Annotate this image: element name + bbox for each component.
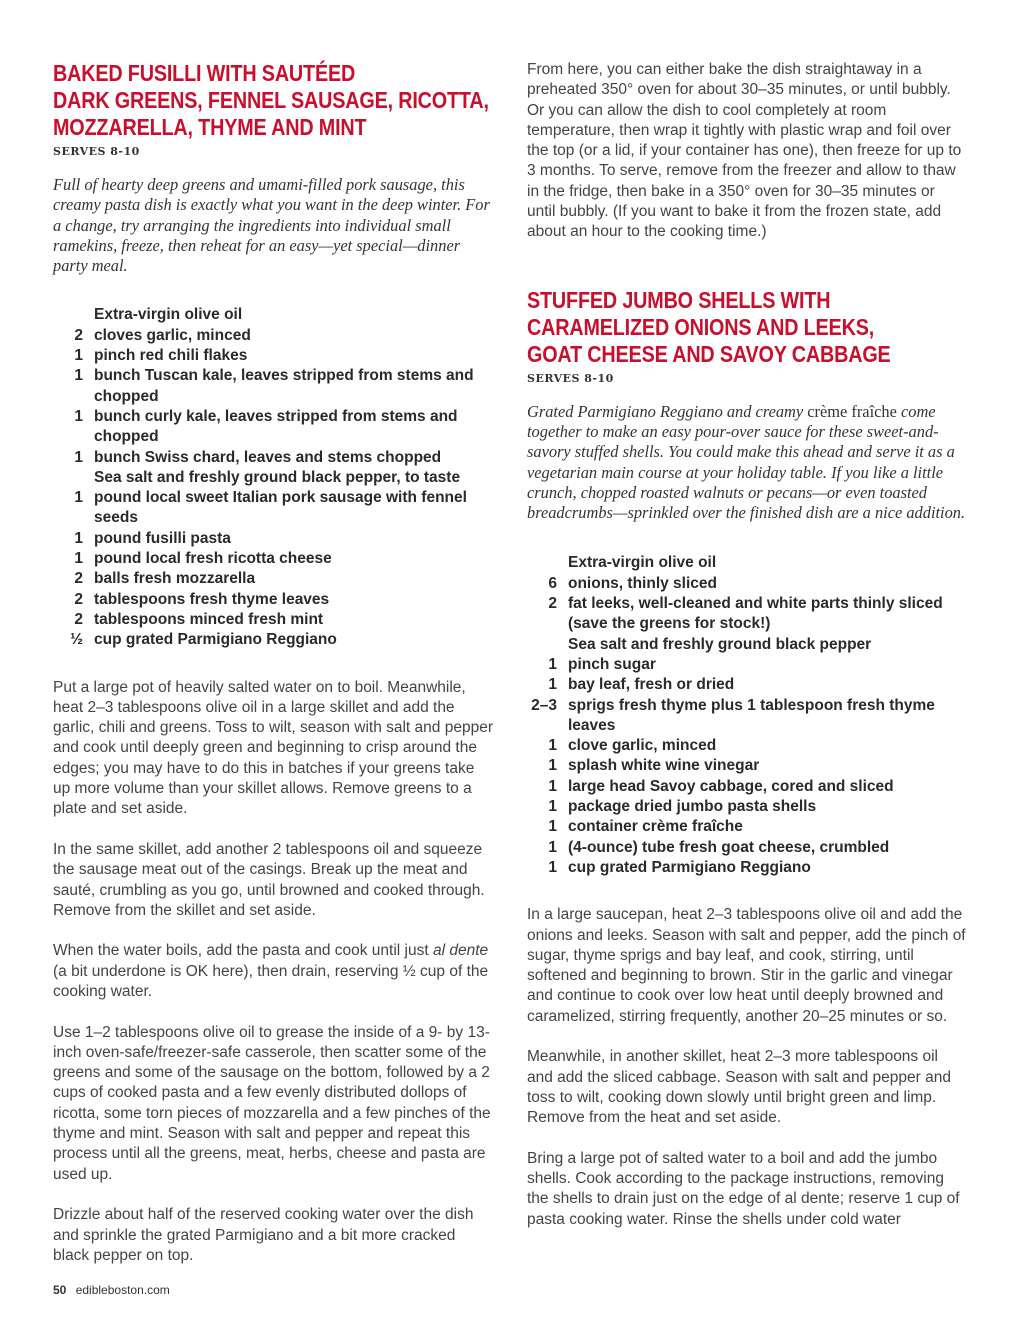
ingredient-text: bay leaf, fresh or dried <box>568 676 735 694</box>
ingredient-text: package dried jumbo pasta shells <box>568 798 817 816</box>
site-url: edibleboston.com <box>75 1283 170 1297</box>
recipe2-title-line: CARAMELIZED ONIONS AND LEEKS, <box>527 313 875 340</box>
ingredient-text: cloves garlic, minced <box>94 326 251 344</box>
recipe2-ingredient <box>527 655 967 675</box>
ingredient-quantity: 2 <box>74 570 83 588</box>
ingredient-quantity: 6 <box>548 574 557 592</box>
recipe2-title-line: STUFFED JUMBO SHELLS WITH <box>527 286 831 313</box>
ingredient-text: cup grated Parmigiano Reggiano <box>94 631 337 649</box>
recipe1-step: Use 1–2 tablespoons olive oil to grease the inside of a 9- by 13-inch oven-safe/freezer-safe casserole, then scatter some of the greens and some of the sausage on the bottom, followed by a 2 cups of cooked pasta and a few evenly distributed dollops of ricotta, some torn pieces of mozzarella and a few pinches of the thyme and mint. Season with salt and pepper and repeat this process until all the greens, meat, herbs, cheese and pasta are used up. <box>53 1023 491 1183</box>
ingredient-text: Sea salt and freshly ground black pepper <box>568 635 872 653</box>
recipe2-title <box>527 287 974 368</box>
ingredient-text: pinch sugar <box>568 655 656 673</box>
recipe2-intro-roman: crème fraîche <box>807 401 897 421</box>
ingredient-text: splash white wine vinegar <box>568 757 760 775</box>
ingredient-text: clove garlic, minced <box>568 737 717 755</box>
ingredient-quantity: 1 <box>548 838 557 856</box>
ingredient-text: container crème fraîche <box>568 818 743 836</box>
ingredient-quantity: 1 <box>548 676 557 694</box>
ingredient-text: bunch curly kale, leaves stripped from stems and chopped <box>94 407 458 446</box>
ingredient-quantity: 1 <box>548 655 557 673</box>
recipe2-ingredient <box>527 635 967 655</box>
recipe1-step: Put a large pot of heavily salted water on to boil. Meanwhile, heat 2–3 tablespoons olive oil in a large skillet and add the garlic, chili and greens. Toss to wilt, season with salt and pepper and cook until deeply green and beginning to crisp around the edges; you may have to do this in batches if your greens take up more volume than your skillet allows. Remove greens to a plate and set aside. <box>53 678 493 818</box>
ingredient-text: pinch red chili flakes <box>94 347 248 365</box>
recipe2-ingredient <box>527 756 967 776</box>
ingredient-text: bunch Tuscan kale, leaves stripped from stems and chopped <box>94 367 474 405</box>
recipe1-serves: SERVES 8-10 <box>53 145 140 158</box>
ingredient-quantity: 1 <box>548 818 557 836</box>
ingredient-quantity <box>53 468 94 488</box>
recipe1-step-text: (a bit underdone is OK here), then drain, reserving ½ cup of the cooking water. <box>53 962 489 1000</box>
ingredient-quantity <box>527 635 568 655</box>
ingredient-quantity: 1 <box>74 489 83 507</box>
recipe1-ingredient <box>53 407 493 448</box>
left-column <box>53 60 493 1286</box>
recipe2-directions <box>527 905 967 1230</box>
recipe2-ingredient <box>527 675 967 695</box>
ingredient-text: Extra-virgin olive oil <box>94 306 243 324</box>
ingredient-text: tablespoons fresh thyme leaves <box>94 590 330 608</box>
page-footer <box>53 1283 170 1297</box>
recipe2-ingredient <box>527 696 967 737</box>
ingredient-quantity: 1 <box>74 347 83 365</box>
ingredient-quantity: 1 <box>548 798 557 816</box>
ingredient-text: bunch Swiss chard, leaves and stems chopped <box>94 448 442 466</box>
recipe1-ingredient <box>53 488 493 529</box>
right-column <box>527 60 967 1250</box>
recipe1-directions <box>53 678 493 1267</box>
recipe1-step: Drizzle about half of the reserved cooking water over the dish and sprinkle the grated Parmigiano and a bit more cracked black pepper on top. <box>53 1206 474 1264</box>
recipe1-title <box>53 60 500 141</box>
ingredient-text: cup grated Parmigiano Reggiano <box>568 858 811 876</box>
recipe2-title-line: GOAT CHEESE AND SAVOY CABBAGE <box>527 340 891 367</box>
ingredient-text: (4-ounce) tube fresh goat cheese, crumbled <box>568 838 890 856</box>
ingredient-text: balls fresh mozzarella <box>94 570 256 588</box>
recipe2-ingredient <box>527 817 967 837</box>
ingredient-text: pound fusilli pasta <box>94 529 231 547</box>
recipe1-ingredient <box>53 569 493 589</box>
ingredient-text: pound local sweet Italian pork sausage with fennel seeds <box>94 489 467 527</box>
recipe1-ingredient-list <box>53 305 493 650</box>
recipe1-step: In the same skillet, add another 2 tablespoons oil and squeeze the sausage meat out of the casings. Break up the meat and sauté, crumbling as you go, until browned and cooked through. Remove from the skillet and set aside. <box>53 840 485 919</box>
ingredient-quantity: 2–3 <box>531 696 557 714</box>
recipe2-serves: SERVES 8-10 <box>527 371 614 385</box>
recipe1-title-line: MOZZARELLA, THYME AND MINT <box>53 114 367 140</box>
recipe2-ingredient <box>527 574 967 594</box>
recipe1-ingredient <box>53 346 493 366</box>
recipe1-step-italic: al dente <box>432 942 489 960</box>
ingredient-quantity: 1 <box>74 407 83 425</box>
recipe1-ingredient <box>53 610 493 630</box>
ingredient-quantity: 1 <box>74 367 83 385</box>
ingredient-quantity: 2 <box>74 610 83 628</box>
recipe2-ingredient <box>527 594 967 635</box>
recipe1-step: From here, you can either bake the dish straightaway in a preheated 350° oven for about 30–35 minutes, or until bubbly. Or you can allow the dish to cool completely at room temperature, then wrap it tightly with plastic wrap and foil over the top (or a lid, if your container has one), then freeze for up to 3 months. To serve, remove from the freezer and allow to thaw in the fridge, then bake in a 350° oven for 30–35 minutes or until bubbly. (If you want to bake it from the frozen state, add about an hour to the cooking time.) <box>527 61 962 241</box>
ingredient-quantity: ½ <box>70 631 83 649</box>
ingredient-quantity: 1 <box>74 529 83 547</box>
recipe1-ingredient <box>53 305 493 325</box>
ingredient-quantity: 1 <box>548 757 557 775</box>
recipe2-step: In a large saucepan, heat 2–3 tablespoons olive oil and add the onions and leeks. Season with salt and pepper, add the pinch of sugar, thyme sprigs and bay leaf, and cook, stirring, until softened and beginning to brown. Stir in the garlic and vinegar and continue to cook over low heat until deeply browned and caramelized, stirring frequently, another 20–25 minutes or so. <box>527 906 966 1025</box>
ingredient-text: onions, thinly sliced <box>568 574 717 592</box>
ingredient-text: fat leeks, well-cleaned and white parts thinly sliced (save the greens for stock!) <box>568 595 943 633</box>
ingredient-quantity <box>53 305 94 325</box>
recipe2-ingredient <box>527 777 967 797</box>
recipe1-directions-continued <box>527 60 967 243</box>
ingredient-quantity: 1 <box>74 550 83 568</box>
recipe1-intro: Full of hearty deep greens and umami-filled pork sausage, this creamy pasta dish is exactly what you want in the deep winter. For a change, try arranging the ingredients into individual small ramekins, freeze, then reheat for an easy—yet special—dinner party meal. <box>53 175 490 276</box>
ingredient-quantity: 1 <box>548 858 557 876</box>
recipe2-intro-text: come together to make an easy pour-over sauce for these sweet-and-savory stuffed shells. You could make this ahead and serve it as a vegetarian main course at your holiday table. If you like a little crunch, chopped roasted walnuts or pecans—or even toasted breadcrumbs—sprinkled over the finished dish are a nice addition. <box>527 401 966 523</box>
recipe2-intro <box>527 402 967 524</box>
ingredient-quantity: 2 <box>74 590 83 608</box>
ingredient-quantity: 1 <box>548 737 557 755</box>
recipe2-ingredient <box>527 838 967 858</box>
recipe1-ingredient <box>53 366 493 407</box>
recipe2-ingredient <box>527 858 967 878</box>
recipe2-ingredient <box>527 553 967 573</box>
recipe2-intro-text: Grated Parmigiano Reggiano and creamy <box>527 401 808 421</box>
page-number: 50 <box>53 1283 67 1297</box>
recipe1-title-line: DARK GREENS, FENNEL SAUSAGE, RICOTTA, <box>53 87 489 113</box>
ingredient-quantity: 2 <box>548 595 557 613</box>
recipe1-ingredient <box>53 468 493 488</box>
ingredient-text: pound local fresh ricotta cheese <box>94 550 332 568</box>
recipe1-title-line: BAKED FUSILLI WITH SAUTÉED <box>53 60 356 86</box>
recipe1-ingredient <box>53 590 493 610</box>
ingredient-quantity: 2 <box>74 326 83 344</box>
ingredient-text: Sea salt and freshly ground black pepper, to taste <box>94 468 461 486</box>
recipe2-ingredient <box>527 736 967 756</box>
ingredient-quantity: 1 <box>74 448 83 466</box>
ingredient-quantity <box>527 553 568 573</box>
ingredient-quantity: 1 <box>548 777 557 795</box>
recipe1-ingredient <box>53 326 493 346</box>
recipe1-step <box>53 941 493 1002</box>
recipe2-step: Meanwhile, in another skillet, heat 2–3 more tablespoons oil and add the sliced cabbage. Season with salt and pepper and toss to wilt, cooking down slowly until bright green and limp. Remove from the heat and set aside. <box>527 1048 951 1127</box>
ingredient-text: tablespoons minced fresh mint <box>94 610 324 628</box>
ingredient-text: Extra-virgin olive oil <box>568 554 717 572</box>
recipe1-ingredient <box>53 529 493 549</box>
recipe2-ingredient-list <box>527 553 967 878</box>
recipe2-ingredient <box>527 797 967 817</box>
recipe2-step: Bring a large pot of salted water to a boil and add the jumbo shells. Cook according to the package instructions, removing the shells to drain just on the edge of al dente; reserve 1 cup of pasta cooking water. Rinse the shells under cold water <box>527 1149 960 1228</box>
recipe1-ingredient <box>53 630 493 650</box>
recipe1-ingredient <box>53 448 493 468</box>
recipe1-step-text: When the water boils, add the pasta and cook until just <box>53 942 433 960</box>
ingredient-text: large head Savoy cabbage, cored and sliced <box>568 777 894 795</box>
recipe1-ingredient <box>53 549 493 569</box>
ingredient-text: sprigs fresh thyme plus 1 tablespoon fresh thyme leaves <box>568 696 935 734</box>
